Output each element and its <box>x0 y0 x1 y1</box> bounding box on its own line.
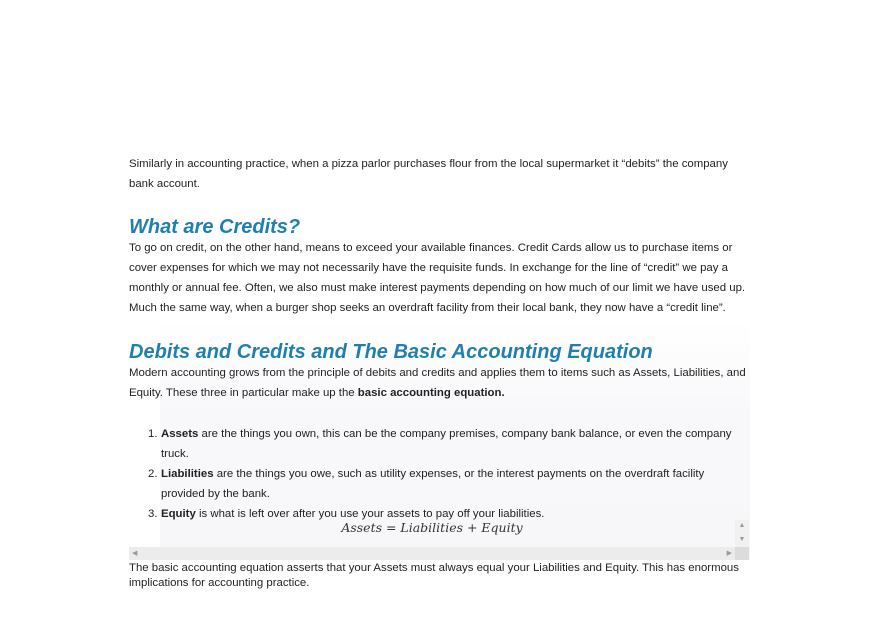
term-equity-desc: is what is left over after you use your assets to pay off your liabilities. <box>195 508 545 520</box>
term-assets-desc: are the things you own, this can be the company premises, company bank balance, or even the company truck. <box>161 428 732 460</box>
basic-equation-bold: basic accounting equation. <box>357 387 505 399</box>
paragraph-basic-equation-text: Modern accounting grows from the principle of debits and credits and applies them to items such as Assets, Liabilities, and Equity. These three in particular make up the <box>129 367 746 399</box>
paragraph-credits: To go on credit, on the other hand, means to exceed your available finances. Credit Cards allow us to purchase items or cover expenses for which we may not necessarily have the requisite funds. In exchange for the line of “credit” we pay a monthly or annual fee. Often, we also must make interest payments depending on how much of our limit we have used up. Much the same way, when a burger shop seeks an overdraft facility from their local bank, they now have a “credit line”. <box>129 242 746 314</box>
paragraph-final: The basic accounting equation asserts that your Assets must always equal your Liabilities and Equity. This has enormous implications for accounting practice. <box>129 562 739 589</box>
equation-terms-list <box>129 424 749 524</box>
list-number: 3. <box>148 508 158 520</box>
term-equity: Equity <box>161 508 196 520</box>
paragraph-debits-example: Similarly in accounting practice, when a pizza parlor purchases flour from the local supermarket it “debits” the company bank account. <box>129 158 728 190</box>
scroll-left-icon[interactable]: ◀ <box>132 550 138 557</box>
term-liabilities: Liabilities <box>161 468 214 480</box>
term-liabilities-desc: are the things you owe, such as utility expenses, or the interest payments on the overdraft facility provided by the bank. <box>161 468 705 500</box>
list-number: 2. <box>148 468 158 480</box>
vertical-scrollbar[interactable] <box>735 520 749 547</box>
accounting-equation: Assets = Liabilities + Equity <box>341 520 523 535</box>
heading-basic-equation: Debits and Credits and The Basic Accounting Equation <box>129 341 653 363</box>
heading-what-are-credits: What are Credits? <box>129 216 301 238</box>
list-item-liabilities <box>129 464 749 504</box>
horizontal-scrollbar[interactable] <box>129 547 735 560</box>
list-number: 1. <box>148 428 158 440</box>
scroll-right-icon[interactable]: ▶ <box>726 550 732 557</box>
scroll-up-icon[interactable]: ▲ <box>738 522 746 529</box>
term-assets: Assets <box>161 428 199 440</box>
paragraph-basic-equation <box>129 363 749 403</box>
list-item-assets <box>129 424 749 464</box>
scrollbar-corner <box>735 547 749 560</box>
scroll-down-icon[interactable]: ▼ <box>738 536 746 543</box>
